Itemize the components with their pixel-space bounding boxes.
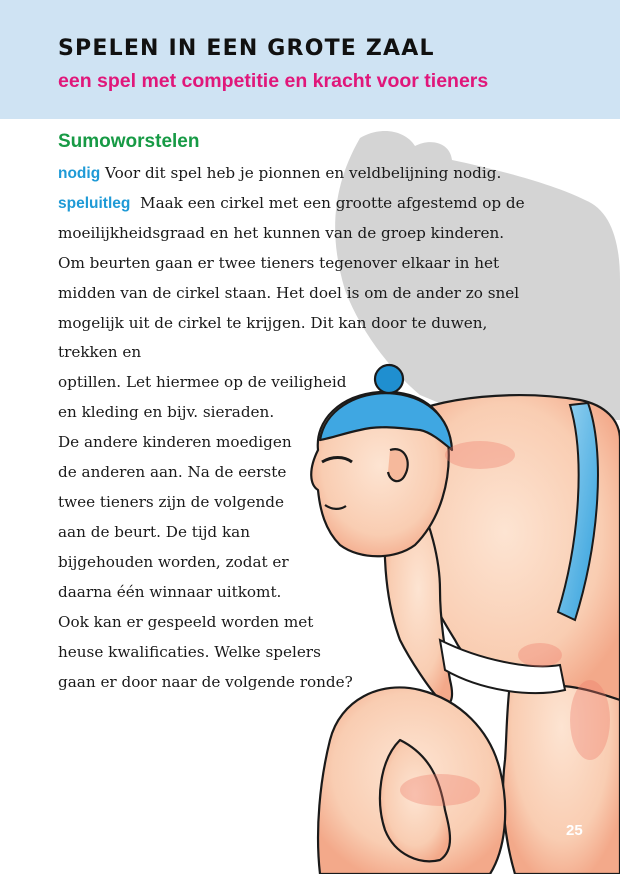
header-banner (0, 0, 620, 119)
text-line: Om beurten gaan er twee tieners tegenover elkaar in het (58, 254, 500, 272)
text-line: en kleding en bijv. sieraden. (58, 403, 275, 421)
needed-label: nodig (58, 165, 101, 182)
text-line: aan de beurt. De tijd kan (58, 523, 251, 541)
explanation-line-1 (58, 193, 525, 214)
needed-text: Voor dit spel heb je pionnen en veldbelijning nodig. (100, 164, 502, 182)
text-line: daarna één winnaar uitkomt. (58, 583, 282, 601)
text-line: Ook kan er gespeeld worden met (58, 613, 314, 631)
page-number: 25 (566, 822, 583, 839)
page-title: SPELEN IN EEN GROTE ZAAL (58, 36, 435, 61)
text-line: De andere kinderen moedigen (58, 433, 292, 451)
text-line: midden van de cirkel staan. Het doel is om de ander zo snel (58, 284, 520, 302)
text-line: moeilijkheidsgraad en het kunnen van de groep kinderen. (58, 224, 505, 242)
needed-line (58, 163, 501, 184)
text-line: bijgehouden worden, zodat er (58, 553, 289, 571)
text-line: mogelijk uit de cirkel te krijgen. Dit kan door te duwen, (58, 314, 488, 332)
text-line: twee tieners zijn de volgende (58, 493, 285, 511)
text-line: optillen. Let hiermee op de veiligheid (58, 373, 347, 391)
text-line: gaan er door naar de volgende ronde? (58, 673, 353, 691)
text-line: de anderen aan. Na de eerste (58, 463, 287, 481)
text-line: heuse kwalificaties. Welke spelers (58, 643, 321, 661)
text-line: Maak een cirkel met een grootte afgestemd op de (130, 194, 525, 212)
page-subtitle: een spel met competitie en kracht voor tieners (58, 70, 489, 92)
text-line: trekken en (58, 343, 142, 361)
explanation-label: speluitleg (58, 195, 131, 212)
section-title: Sumoworstelen (58, 131, 200, 152)
